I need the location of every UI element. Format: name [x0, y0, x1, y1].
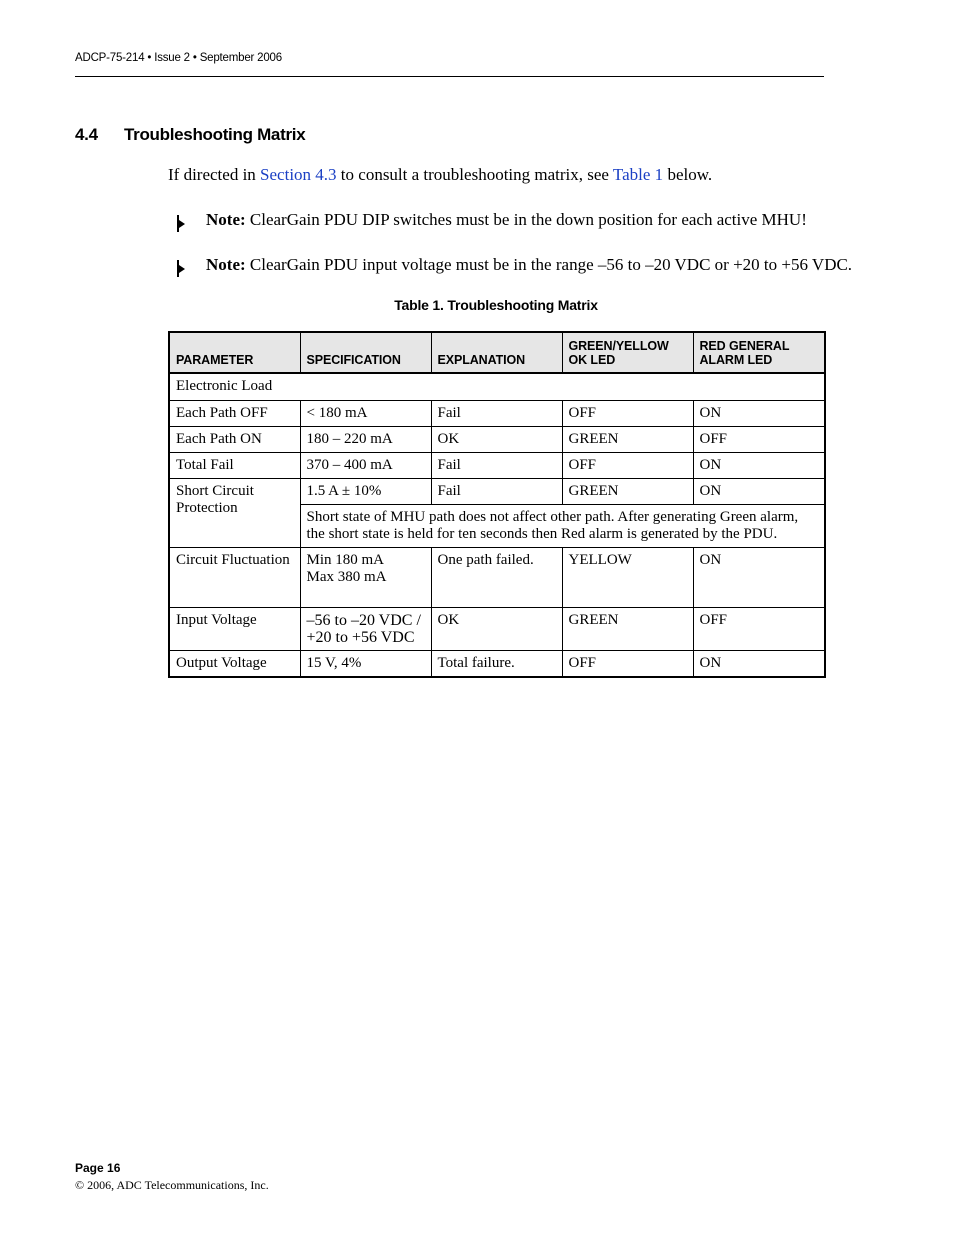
cell: OFF — [693, 608, 825, 651]
cell — [300, 608, 431, 651]
cell: ON — [693, 453, 825, 479]
table-row — [169, 548, 825, 608]
cell: OFF — [562, 401, 693, 427]
note-text: ClearGain PDU input voltage must be in the range –56 to –20 VDC or +20 to +56 VDC. — [245, 255, 853, 274]
footer-copyright: © 2006, ADC Telecommunications, Inc. — [75, 1178, 269, 1192]
table-row — [169, 608, 825, 651]
cell: One path failed. — [431, 548, 562, 608]
cell: Circuit Fluctuation — [169, 548, 300, 608]
table-caption: Table 1. Troubleshooting Matrix — [394, 297, 598, 313]
note-arrow-icon — [176, 213, 186, 233]
cell: Short Circuit Protection — [169, 479, 300, 548]
table-row — [169, 427, 825, 453]
note-text: ClearGain PDU DIP switches must be in the down position for each active MHU! — [245, 210, 807, 229]
cell: ON — [693, 651, 825, 678]
section-number: 4.4 — [75, 125, 98, 144]
cell: ON — [693, 401, 825, 427]
group-label: Electronic Load — [169, 373, 825, 401]
header-doc-id: ADCP-75-214 • Issue 2 • September 2006 — [75, 52, 282, 64]
intro-text: to consult a troubleshooting matrix, see — [336, 165, 613, 184]
cell: 1.5 A ± 10% — [300, 479, 431, 505]
cell-line: Max 380 mA — [306, 569, 387, 585]
cell: 15 V, 4% — [300, 651, 431, 678]
note-arrow-icon — [176, 258, 186, 278]
cell: Each Path ON — [169, 427, 300, 453]
cell: GREEN — [562, 427, 693, 453]
table-group-row — [169, 373, 825, 401]
cell: 370 – 400 mA — [300, 453, 431, 479]
cell-line: Min 180 mA — [306, 552, 385, 568]
cell: OK — [431, 608, 562, 651]
header-parameter: PARAMETER — [169, 332, 300, 373]
cell: GREEN — [562, 608, 693, 651]
cell: Total Fail — [169, 453, 300, 479]
header-rule — [75, 76, 824, 77]
note-label: Note: — [206, 255, 246, 274]
cell: Fail — [431, 401, 562, 427]
cell — [300, 548, 431, 608]
cell: Input Voltage — [169, 608, 300, 651]
table-header-row — [169, 332, 825, 373]
cell: < 180 mA — [300, 401, 431, 427]
cell: OFF — [562, 453, 693, 479]
cell: Total failure. — [431, 651, 562, 678]
section-title: Troubleshooting Matrix — [124, 125, 306, 144]
header-specification: SPECIFICATION — [300, 332, 431, 373]
header-ok-led: GREEN/YELLOW OK LED — [562, 332, 693, 373]
header-explanation: EXPLANATION — [431, 332, 562, 373]
section-link[interactable]: Section 4.3 — [260, 165, 337, 184]
cell: Output Voltage — [169, 651, 300, 678]
cell: GREEN — [562, 479, 693, 505]
table-row — [169, 479, 825, 505]
intro-text: below. — [663, 165, 713, 184]
section-heading — [75, 125, 305, 145]
cell-line: +20 to +56 VDC — [306, 629, 415, 646]
table-row — [169, 651, 825, 678]
footer-page-number: Page 16 — [75, 1161, 121, 1175]
intro-paragraph — [168, 165, 712, 185]
cell: OFF — [562, 651, 693, 678]
cell-line: –56 to –20 VDC / — [306, 612, 421, 629]
note-label: Note: — [206, 210, 246, 229]
short-circuit-note: Short state of MHU path does not affect other path. After generating Green alarm, the short state is held for ten seconds then Red alarm is generated by the PDU. — [300, 505, 825, 548]
cell: YELLOW — [562, 548, 693, 608]
cell: 180 – 220 mA — [300, 427, 431, 453]
header-alarm-led: RED GENERAL ALARM LED — [693, 332, 825, 373]
table-link[interactable]: Table 1 — [612, 165, 664, 184]
table-row — [169, 401, 825, 427]
cell: Fail — [431, 479, 562, 505]
cell: ON — [693, 548, 825, 608]
cell: OFF — [693, 427, 825, 453]
troubleshooting-table — [168, 331, 826, 678]
cell: ON — [693, 479, 825, 505]
table-row — [169, 453, 825, 479]
cell: Each Path OFF — [169, 401, 300, 427]
cell: Fail — [431, 453, 562, 479]
intro-text: If directed in — [168, 165, 261, 184]
cell: OK — [431, 427, 562, 453]
